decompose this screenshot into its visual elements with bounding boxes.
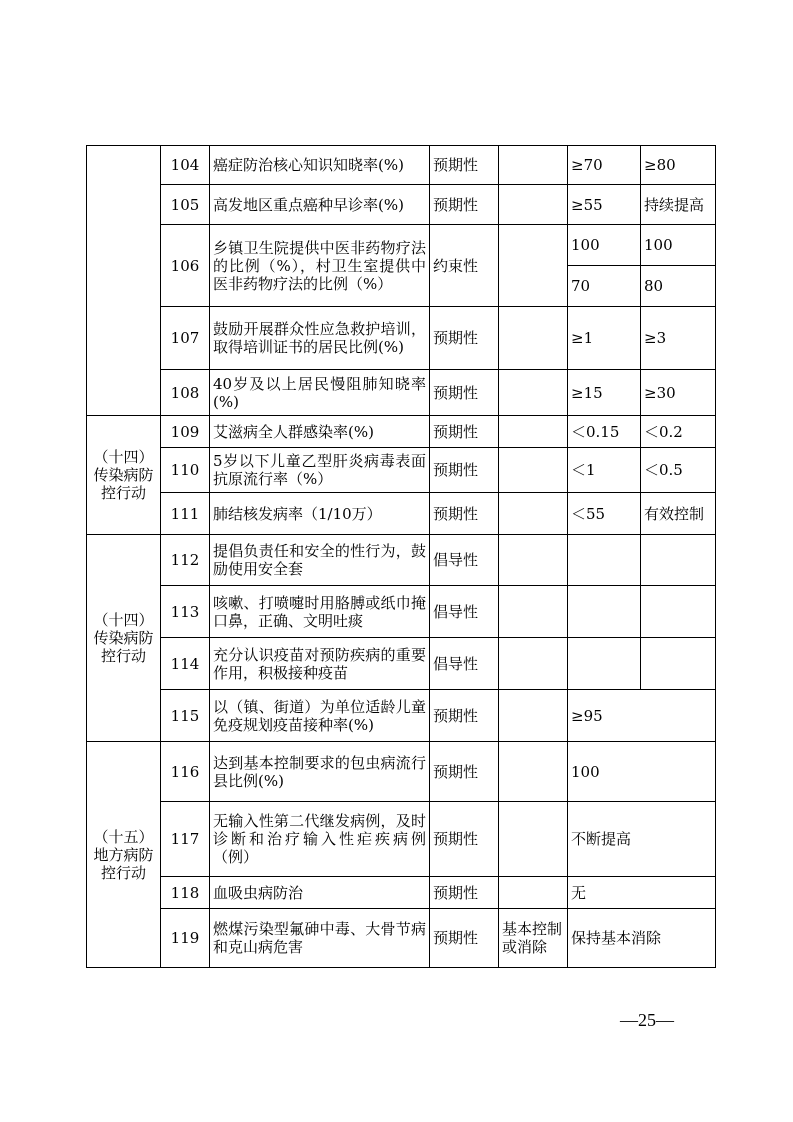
table-row bbox=[87, 493, 716, 535]
target-2030: 100 bbox=[641, 225, 716, 266]
table-row bbox=[87, 909, 716, 968]
target-2022: ≥15 bbox=[568, 370, 641, 416]
target-2030: 有效控制 bbox=[641, 493, 716, 535]
table-row bbox=[87, 225, 716, 266]
row-number: 105 bbox=[161, 185, 210, 225]
base-value bbox=[499, 493, 568, 535]
base-value bbox=[499, 877, 568, 909]
indicator-type: 预期性 bbox=[430, 146, 499, 185]
indicator-type: 预期性 bbox=[430, 742, 499, 802]
indicator-text: 鼓励开展群众性应急救护培训，取得培训证书的居民比例(%) bbox=[210, 307, 430, 370]
row-number: 113 bbox=[161, 586, 210, 638]
indicator-text: 血吸虫病防治 bbox=[210, 877, 430, 909]
row-number: 108 bbox=[161, 370, 210, 416]
base-value bbox=[499, 638, 568, 690]
target-2030: ≥30 bbox=[641, 370, 716, 416]
table-row bbox=[87, 535, 716, 586]
base-value bbox=[499, 448, 568, 493]
indicator-type: 倡导性 bbox=[430, 586, 499, 638]
indicator-text: 40岁及以上居民慢阻肺知晓率(%) bbox=[210, 370, 430, 416]
base-value bbox=[499, 370, 568, 416]
target-2022 bbox=[568, 638, 641, 690]
indicator-text: 充分认识疫苗对预防疾病的重要作用，积极接种疫苗 bbox=[210, 638, 430, 690]
table-row bbox=[87, 146, 716, 185]
row-number: 115 bbox=[161, 690, 210, 742]
row-number: 114 bbox=[161, 638, 210, 690]
base-value bbox=[499, 690, 568, 742]
indicator-type: 预期性 bbox=[430, 448, 499, 493]
target-2030: 持续提高 bbox=[641, 185, 716, 225]
base-value bbox=[499, 225, 568, 307]
group-label: （十五）地方病防控行动 bbox=[87, 742, 161, 968]
target-2022: 70 bbox=[568, 266, 641, 307]
indicator-type: 预期性 bbox=[430, 416, 499, 448]
target-2030: 80 bbox=[641, 266, 716, 307]
indicator-type: 预期性 bbox=[430, 909, 499, 968]
row-number: 116 bbox=[161, 742, 210, 802]
base-value bbox=[499, 416, 568, 448]
row-number: 112 bbox=[161, 535, 210, 586]
target-2030 bbox=[641, 586, 716, 638]
target-2022: ＜55 bbox=[568, 493, 641, 535]
target-value: ≥95 bbox=[568, 690, 716, 742]
indicator-type: 倡导性 bbox=[430, 535, 499, 586]
target-2022: ≥70 bbox=[568, 146, 641, 185]
target-2030: ＜0.2 bbox=[641, 416, 716, 448]
table-row bbox=[87, 185, 716, 225]
row-number: 106 bbox=[161, 225, 210, 307]
group-label: （十四）传染病防控行动 bbox=[87, 535, 161, 742]
target-value: 不断提高 bbox=[568, 802, 716, 877]
target-2030: ≥80 bbox=[641, 146, 716, 185]
table-row bbox=[87, 586, 716, 638]
group-cell-blank bbox=[87, 146, 161, 416]
row-number: 117 bbox=[161, 802, 210, 877]
target-value: 无 bbox=[568, 877, 716, 909]
indicator-type: 预期性 bbox=[430, 493, 499, 535]
table-row bbox=[87, 877, 716, 909]
indicator-text: 艾滋病全人群感染率(%) bbox=[210, 416, 430, 448]
table-row bbox=[87, 802, 716, 877]
table-row bbox=[87, 690, 716, 742]
indicator-type: 预期性 bbox=[430, 370, 499, 416]
target-value: 100 bbox=[568, 742, 716, 802]
indicator-type: 预期性 bbox=[430, 185, 499, 225]
row-number: 119 bbox=[161, 909, 210, 968]
indicator-text: 肺结核发病率（1/10万） bbox=[210, 493, 430, 535]
table-row bbox=[87, 416, 716, 448]
base-value bbox=[499, 146, 568, 185]
row-number: 109 bbox=[161, 416, 210, 448]
base-value bbox=[499, 307, 568, 370]
base-value bbox=[499, 742, 568, 802]
indicator-type: 预期性 bbox=[430, 307, 499, 370]
target-value: 保持基本消除 bbox=[568, 909, 716, 968]
target-2022 bbox=[568, 586, 641, 638]
indicator-text: 以（镇、街道）为单位适龄儿童免疫规划疫苗接种率(%) bbox=[210, 690, 430, 742]
group-label: （十四）传染病防控行动 bbox=[87, 416, 161, 535]
target-2022 bbox=[568, 535, 641, 586]
indicator-text: 癌症防治核心知识知晓率(%) bbox=[210, 146, 430, 185]
row-number: 104 bbox=[161, 146, 210, 185]
table-row bbox=[87, 638, 716, 690]
row-number: 110 bbox=[161, 448, 210, 493]
indicator-text: 高发地区重点癌种早诊率(%) bbox=[210, 185, 430, 225]
indicator-text: 燃煤污染型氟砷中毒、大骨节病和克山病危害 bbox=[210, 909, 430, 968]
target-2022: ≥1 bbox=[568, 307, 641, 370]
indicator-text: 咳嗽、打喷嚏时用胳膊或纸巾掩口鼻，正确、文明吐痰 bbox=[210, 586, 430, 638]
row-number: 111 bbox=[161, 493, 210, 535]
target-2030: ＜0.5 bbox=[641, 448, 716, 493]
base-value bbox=[499, 185, 568, 225]
indicator-text: 达到基本控制要求的包虫病流行县比例(%) bbox=[210, 742, 430, 802]
indicator-table bbox=[86, 145, 716, 968]
table-row bbox=[87, 370, 716, 416]
base-value bbox=[499, 802, 568, 877]
page-number: —25— bbox=[620, 1010, 674, 1030]
target-2022: ＜1 bbox=[568, 448, 641, 493]
target-2030 bbox=[641, 535, 716, 586]
base-value bbox=[499, 535, 568, 586]
target-2030 bbox=[641, 638, 716, 690]
base-value: 基本控制或消除 bbox=[499, 909, 568, 968]
target-2022: ≥55 bbox=[568, 185, 641, 225]
table-row bbox=[87, 448, 716, 493]
base-value bbox=[499, 586, 568, 638]
indicator-type: 约束性 bbox=[430, 225, 499, 307]
indicator-text: 乡镇卫生院提供中医非药物疗法的比例（%），村卫生室提供中医非药物疗法的比例（%） bbox=[210, 225, 430, 307]
indicator-text: 无输入性第二代继发病例，及时诊断和治疗输入性疟疾病例（例） bbox=[210, 802, 430, 877]
indicator-type: 预期性 bbox=[430, 802, 499, 877]
row-number: 107 bbox=[161, 307, 210, 370]
row-number: 118 bbox=[161, 877, 210, 909]
indicator-text: 5岁以下儿童乙型肝炎病毒表面抗原流行率（%） bbox=[210, 448, 430, 493]
table-row bbox=[87, 742, 716, 802]
target-2022: ＜0.15 bbox=[568, 416, 641, 448]
indicator-type: 倡导性 bbox=[430, 638, 499, 690]
table-row bbox=[87, 307, 716, 370]
indicator-type: 预期性 bbox=[430, 690, 499, 742]
indicator-text: 提倡负责任和安全的性行为，鼓励使用安全套 bbox=[210, 535, 430, 586]
indicator-type: 预期性 bbox=[430, 877, 499, 909]
target-2022: 100 bbox=[568, 225, 641, 266]
target-2030: ≥3 bbox=[641, 307, 716, 370]
